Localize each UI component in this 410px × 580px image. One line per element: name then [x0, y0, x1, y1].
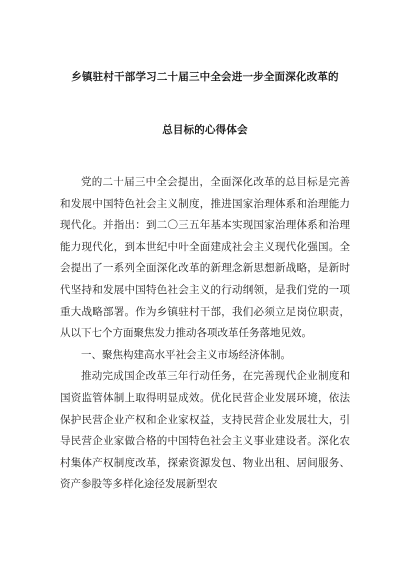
section-heading: 一、聚焦构建高水平社会主义市场经济体制。: [81, 348, 291, 361]
document-body: [60, 172, 350, 496]
document-title-line-2: 总目标的心得体会: [162, 124, 248, 136]
body-paragraph: 推动完成国企改革三年行动任务，在完善现代企业制度和国资监管体制上取得明显成效。优化民营企业发展环境，依法保护民营企业产权和企业家权益，支持民营企业发展壮大，引导民营企业家做合格的中国特色社会主义事业建设者。深化农村集体产权制度改革，探索资源发包、物业出租、居间服务、资产参股等多样化途径发展新型农: [60, 370, 350, 491]
document-title-line-1: 乡镇驻村干部学习二十届三中全会进一步全面深化改革的: [71, 71, 339, 83]
body-paragraph: 党的二十届三中全会提出，全面深化改革的总目标是完善和发展中国特色社会主义制度，推进国家治理体系和治理能力现代化。并指出：到二〇三五年基本实现国家治理体系和治理能力现代化，到本世纪中叶全面建成社会主义现代化强国。全会提出了一系列全面深化改革的新理念新思想新战略，是新时代坚持和发展中国特色社会主义的行动纲领，是我们党的一项重大战略部署。作为乡镇驻村干部，我们必须立足岗位职责，从以下七个方面聚焦发力推动各项改革任务落地见效。: [60, 176, 350, 340]
